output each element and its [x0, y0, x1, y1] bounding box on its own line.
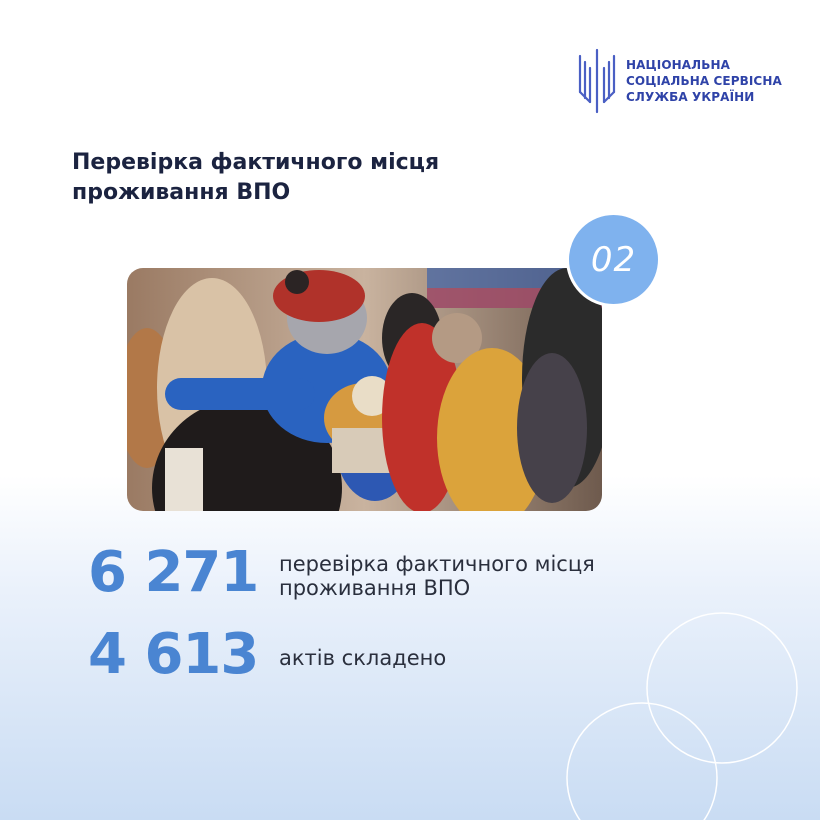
- logo-line-1: НАЦІОНАЛЬНА: [626, 58, 731, 72]
- stat-value-checks: 6 271: [88, 540, 259, 605]
- crowd-photo-illustration: [127, 268, 602, 511]
- stat-value-acts: 4 613: [88, 622, 259, 687]
- deco-circle-2: [567, 703, 717, 820]
- nssu-logo: [576, 48, 782, 114]
- deco-circle-1: [647, 613, 797, 763]
- logo-text: [626, 57, 782, 105]
- stat-label-acts: [279, 646, 446, 670]
- title-line-2: проживання ВПО: [72, 180, 291, 205]
- title-line-1: Перевірка фактичного місця: [72, 150, 440, 175]
- logo-line-2: СОЦІАЛЬНА СЕРВІСНА: [626, 74, 782, 88]
- stat-label-checks-line-1: перевірка фактичного місця: [279, 552, 595, 576]
- step-number-badge: 02: [566, 212, 661, 307]
- page-title: [72, 148, 592, 208]
- logo-line-3: СЛУЖБА УКРАЇНИ: [626, 90, 755, 104]
- crowd-photo: [127, 268, 602, 511]
- stat-label-acts-line-1: актів складено: [279, 646, 447, 670]
- stat-label-checks: [279, 552, 595, 600]
- trident-logo-icon: [576, 48, 618, 114]
- decorative-circles: [540, 600, 820, 820]
- stat-label-checks-line-2: проживання ВПО: [279, 576, 471, 600]
